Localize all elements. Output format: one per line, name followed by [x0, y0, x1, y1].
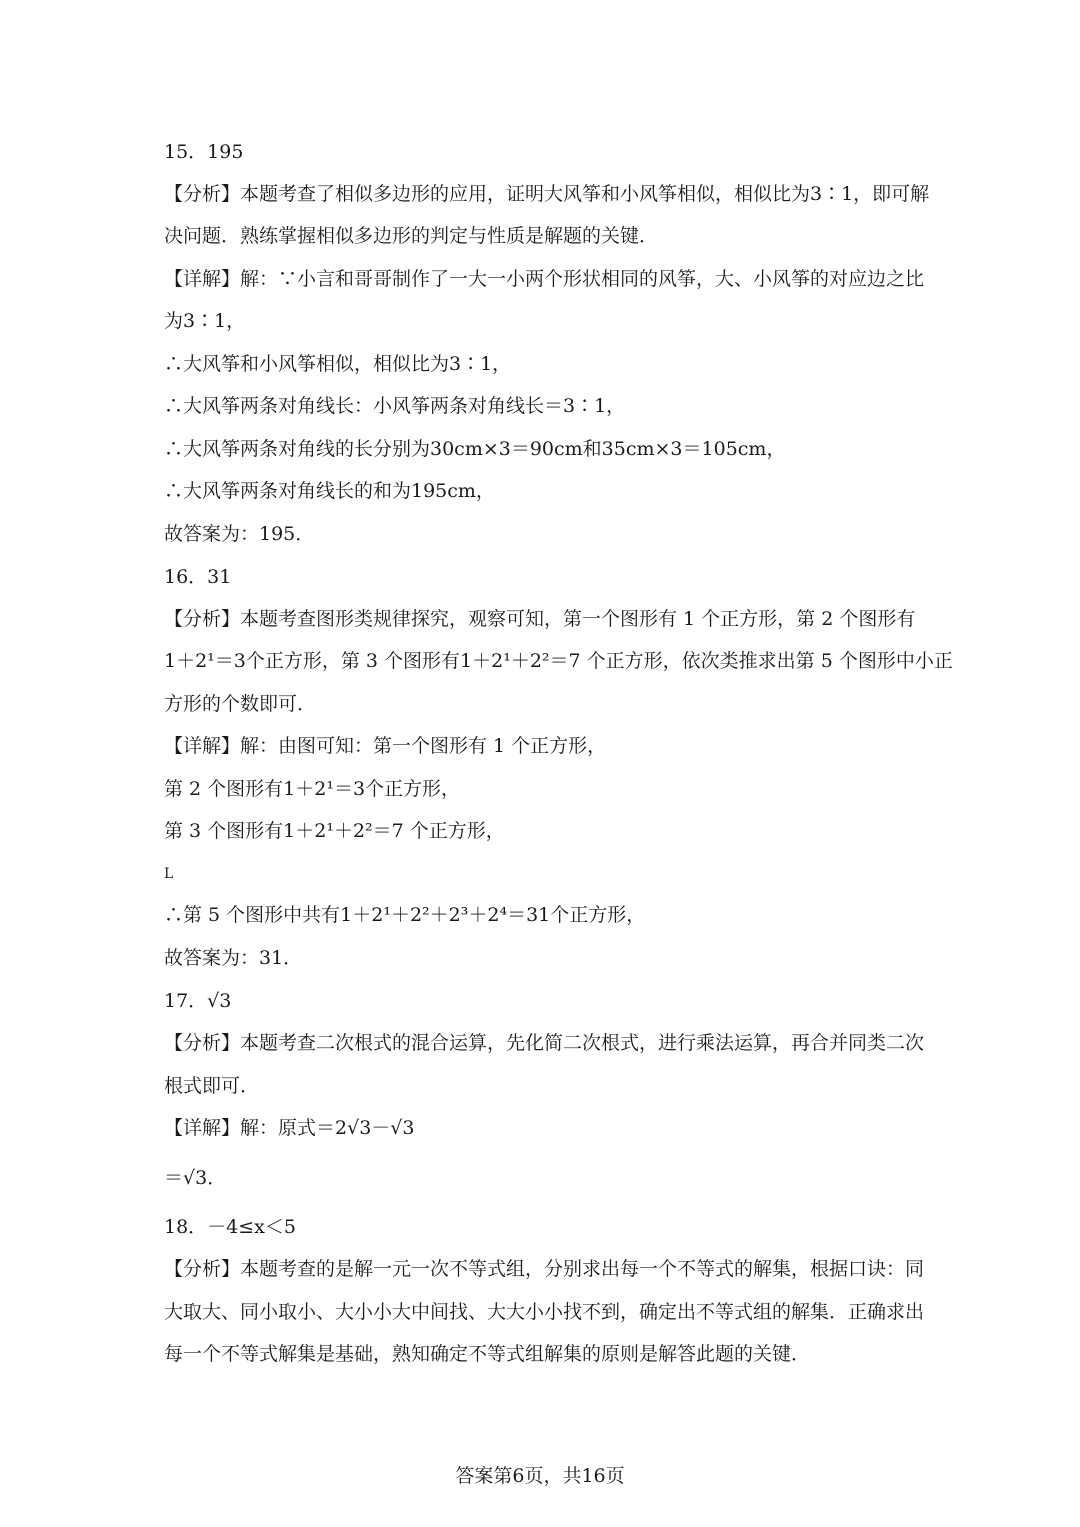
- ellipsis-mark: L: [164, 866, 174, 882]
- analysis-15-line-2: 决问题．熟练掌握相似多边形的判定与性质是解题的关键．: [164, 225, 659, 247]
- analysis-18-line-2: 大取大、同小取小、大小小大中间找、大大小小找不到，确定出不等式组的解集．正确求出: [164, 1301, 925, 1323]
- solution-16-line-4: ∴第 5 个图形中共有1＋2¹＋2²＋2³＋2⁴＝31个正方形，: [164, 904, 646, 926]
- analysis-18-line-3: 每一个不等式解集是基础，熟知确定不等式组解集的原则是解答此题的关键．: [164, 1343, 811, 1365]
- answer-17-heading: 17．√3: [164, 990, 232, 1012]
- analysis-15-line-1: 【分析】本题考查了相似多边形的应用，证明大风筝和小风筝相似，相似比为3∶1，即可解: [164, 183, 930, 205]
- solution-15-line-1: 【详解】解：∵小言和哥哥制作了一大一小两个形状相同的风筝，大、小风筝的对应边之比: [164, 268, 925, 290]
- analysis-17-line-1: 【分析】本题考查二次根式的混合运算，先化简二次根式，进行乘法运算，再合并同类二次: [164, 1032, 925, 1054]
- analysis-18-line-1: 【分析】本题考查的是解一元一次不等式组，分别求出每一个不等式的解集，根据口诀：同: [164, 1258, 925, 1280]
- solution-17-line-2: ＝√3．: [164, 1167, 227, 1189]
- answer-15-heading: 15．195: [164, 141, 244, 163]
- solution-15-line-2: 为3∶1，: [164, 310, 246, 332]
- answer-16-heading: 16．31: [164, 566, 232, 588]
- answer-15-final: 故答案为：195．: [164, 523, 315, 545]
- analysis-16-line-1: 【分析】本题考查图形类规律探究，观察可知，第一个图形有 1 个正方形，第 2 个图形有: [164, 608, 916, 630]
- solution-16-line-1: 【详解】解：由图可知：第一个图形有 1 个正方形，: [164, 735, 607, 757]
- answer-16-final: 故答案为：31．: [164, 947, 303, 969]
- solution-15-line-6: ∴大风筝两条对角线长的和为195cm，: [164, 480, 495, 502]
- analysis-16-line-3: 方形的个数即可．: [164, 693, 317, 715]
- solution-16-line-2: 第 2 个图形有1＋2¹＝3个正方形，: [164, 778, 461, 800]
- solution-15-line-3: ∴大风筝和小风筝相似，相似比为3∶1，: [164, 353, 512, 375]
- solution-16-line-3: 第 3 个图形有1＋2¹＋2²＝7 个正方形，: [164, 820, 505, 842]
- answer-18-heading: 18．－4≤x＜5: [164, 1216, 296, 1238]
- page-footer: 答案第6页，共16页: [455, 1465, 625, 1487]
- solution-15-line-4: ∴大风筝两条对角线长：小风筝两条对角线长＝3∶1，: [164, 395, 626, 417]
- analysis-16-line-2: 1＋2¹＝3个正方形，第 3 个图形有1＋2¹＋2²＝7 个正方形，依次类推求出第 5 个图形中小正: [164, 650, 953, 672]
- solution-17-line-1: 【详解】解：原式＝2√3－√3: [164, 1117, 415, 1139]
- solution-15-line-5: ∴大风筝两条对角线的长分别为30cm×3＝90cm和35cm×3＝105cm，: [164, 438, 786, 460]
- analysis-17-line-2: 根式即可．: [164, 1075, 260, 1097]
